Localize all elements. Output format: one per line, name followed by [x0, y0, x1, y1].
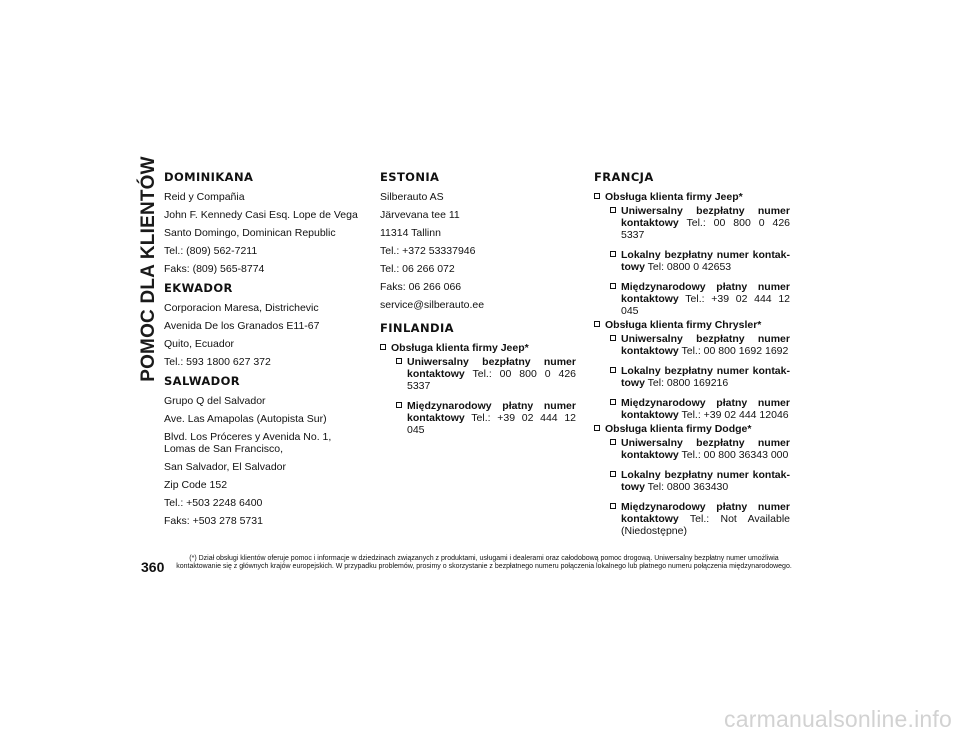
salwador-line: Grupo Q del Salvador: [164, 395, 266, 407]
ekwador-line: Avenida De los Granados E11-67: [164, 320, 320, 332]
francja-group-title: Obsługa klienta firmy Jeep*: [594, 191, 790, 203]
salwador-line: San Salvador, El Salvador: [164, 461, 286, 473]
contact-phone: Tel.: 00 800 36343 000: [681, 449, 789, 461]
contact-label: Międzynarodowy płatny numer kontaktowy: [621, 501, 790, 525]
salwador-line: Zip Code 152: [164, 479, 228, 491]
contact-phone: Tel: 0800 169216: [647, 377, 729, 389]
francja-contact-item: [610, 333, 790, 357]
salwador-line: Tel.: +503 2248 6400: [164, 497, 263, 509]
contact-label: Międzynarodowy płatny numer kontaktowy: [407, 400, 576, 424]
heading-dominikana: DOMINIKANA: [164, 170, 254, 184]
section-side-title: [138, 156, 160, 382]
estonia-line: Silberauto AS: [380, 191, 444, 203]
salwador-line: Faks: +503 278 5731: [164, 515, 263, 527]
contact-label: Lokalny bezpłatny numer kontak-towy: [621, 365, 790, 389]
francja-contact-item: [610, 437, 790, 461]
contact-phone: Tel: 0800 363430: [647, 481, 729, 493]
contact-phone: Tel.: 00 800 0 426 5337: [621, 217, 790, 241]
dominikana-line: Reid y Compañia: [164, 191, 245, 203]
contact-phone: Tel.: +39 02 444 12 045: [407, 412, 576, 436]
dominikana-line: John F. Kennedy Casi Esq. Lope de Vega: [164, 209, 358, 221]
finlandia-group-title: Obsługa klienta firmy Jeep*: [380, 342, 576, 354]
finlandia-contact-item: [396, 400, 576, 436]
contact-label: Lokalny bezpłatny numer kontak-towy: [621, 469, 790, 493]
checkbox-square-icon: [610, 207, 616, 213]
checkbox-square-icon: [594, 193, 600, 199]
column-2: [380, 170, 576, 444]
estonia-line: Tel.: +372 53337946: [380, 245, 476, 257]
column-1: [164, 170, 360, 533]
contact-label: Uniwersalny bezpłatny numer kontaktowy: [621, 437, 790, 461]
contact-label: Międzynarodowy płatny numer kontaktowy: [621, 397, 790, 421]
francja-contact-item: [610, 501, 790, 537]
contact-phone: Tel.: +39 02 444 12046: [681, 409, 789, 421]
contact-phone: Tel.: +39 02 444 12 045: [621, 293, 790, 317]
heading-estonia: ESTONIA: [380, 170, 440, 184]
francja-contact-item: [610, 249, 790, 273]
ekwador-line: Quito, Ecuador: [164, 338, 235, 350]
estonia-line: Järvevana tee 11: [380, 209, 460, 221]
francja-contact-item: [610, 281, 790, 317]
contact-phone: Tel.: Not Available (Niedostępne): [621, 513, 790, 537]
heading-finlandia: FINLANDIA: [380, 321, 454, 335]
dominikana-line: Faks: (809) 565-8774: [164, 263, 265, 275]
salwador-line: Ave. Las Amapolas (Autopista Sur): [164, 413, 327, 425]
estonia-line: Tel.: 06 266 072: [380, 263, 455, 275]
heading-ekwador: EKWADOR: [164, 281, 233, 295]
contact-label: Międzynarodowy płatny numer kontaktowy: [621, 281, 790, 305]
section-side-title-text: POMOC DLA KLIENTÓW: [138, 156, 160, 382]
checkbox-square-icon: [396, 402, 402, 408]
column-3: [594, 170, 790, 545]
checkbox-square-icon: [610, 283, 616, 289]
checkbox-square-icon: [610, 439, 616, 445]
watermark: carmanualsonline.info: [724, 706, 952, 732]
contact-phone: Tel.: 00 800 1692 1692: [681, 345, 789, 357]
estonia-line: 11314 Tallinn: [380, 227, 441, 239]
checkbox-square-icon: [610, 251, 616, 257]
footnote: (*) Dział obsługi klientów oferuje pomoc i informacje w dziedzinach związanych z produktami, usługami i dealerami oraz całodobową pomoc drogową. Uniwersalny bezpłatny numer umożliwia kontaktowanie się z głównych krajów europejskich. W przypadku problemów, prosimy o skorzystanie z bezpłatnego numeru połączenia lokalnego lub płatnego numeru połączenia międzynarodowego.: [176, 555, 792, 570]
contact-phone: Tel: 0800 0 42653: [647, 261, 732, 273]
checkbox-square-icon: [610, 503, 616, 509]
contact-label: Uniwersalny bezpłatny numer kontaktowy: [407, 356, 576, 380]
salwador-line: Blvd. Los Próceres y Avenida No. 1, Lomas de San Francisco,: [164, 431, 332, 455]
checkbox-square-icon: [610, 471, 616, 477]
francja-contact-item: [610, 205, 790, 241]
page-number: 360: [141, 559, 165, 575]
checkbox-square-icon: [610, 367, 616, 373]
estonia-line: Faks: 06 266 066: [380, 281, 462, 293]
francja-group-title: Obsługa klienta firmy Chrysler*: [594, 319, 790, 331]
francja-contact-item: [610, 469, 790, 493]
ekwador-line: Corporacion Maresa, Districhevic: [164, 302, 319, 314]
contact-label: Uniwersalny bezpłatny numer kontaktowy: [621, 333, 790, 357]
checkbox-square-icon: [594, 321, 600, 327]
checkbox-square-icon: [610, 335, 616, 341]
francja-contact-item: [610, 397, 790, 421]
checkbox-square-icon: [610, 399, 616, 405]
contact-phone: Tel.: 00 800 0 426 5337: [407, 368, 576, 392]
francja-group-title: Obsługa klienta firmy Dodge*: [594, 423, 790, 435]
contact-label: Uniwersalny bezpłatny numer kontaktowy: [621, 205, 790, 229]
heading-salwador: SALWADOR: [164, 374, 241, 388]
checkbox-square-icon: [594, 425, 600, 431]
estonia-line: service@silberauto.ee: [380, 299, 485, 311]
heading-francja: FRANCJA: [594, 170, 654, 184]
ekwador-line: Tel.: 593 1800 627 372: [164, 356, 271, 368]
contact-label: Lokalny bezpłatny numer kontak-towy: [621, 249, 790, 273]
dominikana-line: Santo Domingo, Dominican Republic: [164, 227, 336, 239]
checkbox-square-icon: [396, 358, 402, 364]
checkbox-square-icon: [380, 344, 386, 350]
finlandia-contact-item: [396, 356, 576, 392]
francja-contact-item: [610, 365, 790, 389]
dominikana-line: Tel.: (809) 562-7211: [164, 245, 258, 257]
